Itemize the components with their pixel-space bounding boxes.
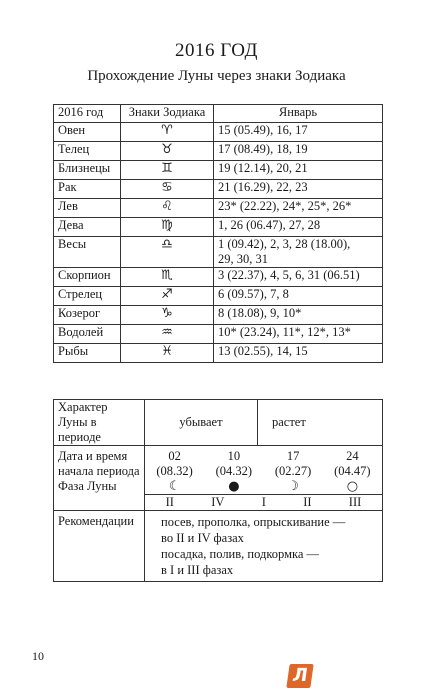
sign-name: Водолей xyxy=(54,325,121,344)
sign-dates xyxy=(214,161,383,180)
zodiac-glyph-icon: ♍ xyxy=(121,218,214,237)
sign-dates xyxy=(214,287,383,306)
sign-dates xyxy=(214,180,383,199)
period-time: (04.47) xyxy=(334,464,371,478)
zodiac-glyph-icon: ♊ xyxy=(121,161,214,180)
page-subtitle: Прохождение Луны через знаки Зодиака xyxy=(87,68,346,84)
zodiac-glyph-icon: ♌ xyxy=(121,199,214,218)
moon-phase-icon: ● xyxy=(228,479,240,494)
period-dates-row xyxy=(54,446,383,480)
zodiac-glyph-icon: ♒ xyxy=(121,325,214,344)
sign-dates xyxy=(214,306,383,325)
column-header-month: Январь xyxy=(214,105,383,123)
waning-label: убывает xyxy=(145,400,258,446)
moon-phase-icon: ☾ xyxy=(168,479,181,494)
quarters-row xyxy=(54,495,383,511)
moon-phase-icons xyxy=(145,479,382,494)
zodiac-glyph-icon: ♈ xyxy=(121,123,214,142)
zodiac-table xyxy=(53,104,383,363)
waxing-label: растет xyxy=(258,400,383,446)
period-time: (02.27) xyxy=(274,464,312,478)
dates-line: 17 (08.49), 18, 19 xyxy=(218,142,308,156)
moon-quarters xyxy=(145,495,382,510)
period-column xyxy=(334,449,370,479)
sign-name: Рак xyxy=(54,180,121,199)
quarter-label: II xyxy=(303,495,312,509)
period-column xyxy=(275,449,311,479)
sign-name: Весы xyxy=(54,237,121,268)
dates-line: 10* (23.24), 11*, 12*, 13* xyxy=(218,325,351,339)
table-row xyxy=(54,199,383,218)
table-row xyxy=(54,237,383,268)
sign-name: Лев xyxy=(54,199,121,218)
table-row xyxy=(54,268,383,287)
recommendations-text xyxy=(145,511,383,582)
sign-dates xyxy=(214,325,383,344)
moon-character-row xyxy=(54,400,383,446)
publisher-logo-icon: Л xyxy=(286,664,313,688)
quarter-label: III xyxy=(348,495,362,509)
dates-line: 21 (16.29), 22, 23 xyxy=(218,180,308,194)
dates-line: 8 (18.08), 9, 10* xyxy=(218,306,302,320)
sign-name: Телец xyxy=(54,142,121,161)
recommendation-line: посадка, полив, подкормка — xyxy=(161,547,320,561)
sign-dates xyxy=(214,218,383,237)
table-row xyxy=(54,325,383,344)
zodiac-glyph-icon: ♋ xyxy=(121,180,214,199)
zodiac-glyph-icon: ♓ xyxy=(121,344,214,363)
zodiac-glyph-icon: ♉ xyxy=(121,142,214,161)
dates-line: 29, 30, 31 xyxy=(218,252,268,266)
page-number: 10 xyxy=(32,649,44,663)
period-day: 24 xyxy=(346,449,359,463)
sign-name: Рыбы xyxy=(54,344,121,363)
sign-dates xyxy=(214,237,383,268)
zodiac-glyph-icon: ♐ xyxy=(121,287,214,306)
dates-line: 3 (22.37), 4, 5, 6, 31 (06.51) xyxy=(218,268,360,282)
period-dates xyxy=(145,449,382,479)
recommendation-line: посев, прополка, опрыскивание — xyxy=(161,515,346,529)
sign-dates xyxy=(214,344,383,363)
dates-line: 23* (22.22), 24*, 25*, 26* xyxy=(218,199,352,213)
dates-line: 19 (12.14), 20, 21 xyxy=(218,161,308,175)
dates-line: 15 (05.49), 16, 17 xyxy=(218,123,308,137)
period-time: (04.32) xyxy=(215,464,253,478)
recommendation-line: во II и IV фазах xyxy=(161,531,244,545)
zodiac-glyph-icon: ♏ xyxy=(121,268,214,287)
period-time: (08.32) xyxy=(156,464,193,478)
table-row xyxy=(54,180,383,199)
table-row xyxy=(54,306,383,325)
sign-dates xyxy=(214,123,383,142)
table-row xyxy=(54,344,383,363)
sign-name: Скорпион xyxy=(54,268,121,287)
table-row xyxy=(54,287,383,306)
sign-name: Козерог xyxy=(54,306,121,325)
sign-name: Овен xyxy=(54,123,121,142)
column-header-year: 2016 год xyxy=(54,105,121,123)
zodiac-glyph-icon: ♑ xyxy=(121,306,214,325)
table-row xyxy=(54,218,383,237)
moon-phase-row xyxy=(54,479,383,495)
period-column xyxy=(216,449,252,479)
moon-character-label: Характер Луны в периоде xyxy=(54,400,145,446)
moon-phase-icon: ☽ xyxy=(287,479,300,494)
period-day: 17 xyxy=(286,449,300,463)
sign-dates xyxy=(214,268,383,287)
zodiac-glyph-icon: ♎ xyxy=(121,237,214,268)
recommendations-row xyxy=(54,511,383,582)
dates-line: 6 (09.57), 7, 8 xyxy=(218,287,289,301)
datetime-label: Дата и время начала периода xyxy=(54,446,145,480)
table-row xyxy=(54,142,383,161)
page-title: 2016 ГОД xyxy=(175,40,258,61)
table-header-row xyxy=(54,105,383,123)
table-row xyxy=(54,123,383,142)
moon-phase-table xyxy=(53,399,383,582)
quarter-label: I xyxy=(261,495,266,509)
period-day: 10 xyxy=(227,449,241,463)
period-day: 02 xyxy=(168,449,181,463)
sign-dates xyxy=(214,142,383,161)
dates-line: 1, 26 (06.47), 27, 28 xyxy=(218,218,321,232)
quarter-label: IV xyxy=(211,495,225,509)
recommendation-line: в I и III фазах xyxy=(161,563,234,577)
table-row xyxy=(54,161,383,180)
dates-line: 1 (09.42), 2, 3, 28 (18.00), xyxy=(218,237,351,251)
sign-name: Близнецы xyxy=(54,161,121,180)
sign-name: Стрелец xyxy=(54,287,121,306)
recommendations-label: Рекомендации xyxy=(54,511,145,582)
quarter-label: II xyxy=(165,495,174,509)
moon-phase-label: Фаза Луны xyxy=(54,479,145,495)
dates-line: 13 (02.55), 14, 15 xyxy=(218,344,308,358)
moon-phase-icon: ○ xyxy=(346,479,359,494)
column-header-signs: Знаки Зодиака xyxy=(121,105,214,123)
sign-dates xyxy=(214,199,383,218)
sign-name: Дева xyxy=(54,218,121,237)
period-column xyxy=(156,449,192,479)
